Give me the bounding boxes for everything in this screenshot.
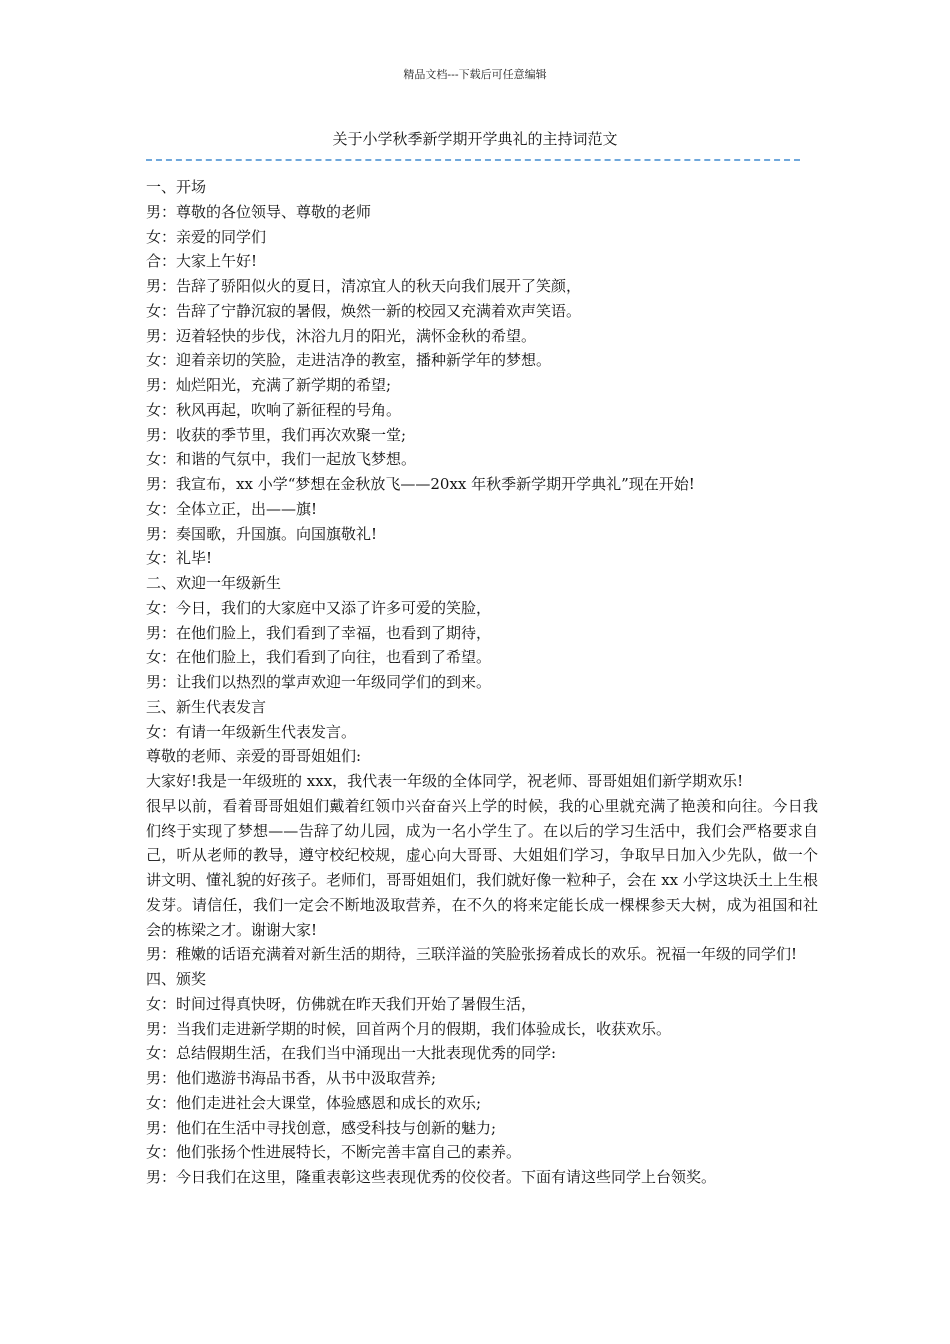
dialogue-line: 女：迎着亲切的笑脸，走进洁净的教室，播种新学年的梦想。	[146, 351, 552, 370]
dialogue-line: 女：有请一年级新生代表发言。	[146, 722, 357, 741]
dialogue-line: 男：尊敬的各位领导、尊敬的老师	[146, 202, 372, 221]
dialogue-line: 男：今日我们在这里，隆重表彰这些表现优秀的佼佼者。下面有请这些同学上台领奖。	[146, 1168, 717, 1186]
section-heading-awards: 四、颁奖	[146, 970, 207, 988]
dialogue-line: 女：在他们脸上，我们看到了向往，也看到了希望。	[146, 648, 492, 667]
section-heading-speech: 三、新生代表发言	[146, 697, 267, 716]
speech-paragraph: 很早以前，看着哥哥姐姐们戴着红领巾兴奋奋兴上学的时候，我的心里就充满了艳羡和向往。今日我们终于实现了梦想——告辞了幼儿园，成为一名小学生了。在以后的学习生活中，我们会严格要求自己，听从老师的教导，遵守校纪校规，虚心向大哥哥、大姐姐们学习，争取早日加入少先队，做一个讲文明、懂礼貌的好孩子。老师们，哥哥姐姐们，我们就好像一粒种子，会在 xx 小学这块沃土上生根发芽。请信任，我们一定会不断地汲取营养，在不久的将来定能长成一棵棵参天大树，成为祖国和社会的栋梁之才。谢谢大家!	[146, 796, 818, 939]
page-header-note: 精品文档---下载后可任意编辑	[403, 68, 547, 81]
dialogue-line: 男：让我们以热烈的掌声欢迎一年级同学们的到来。	[146, 673, 492, 691]
dialogue-line: 男：告辞了骄阳似火的夏日，清凉宜人的秋天向我们展开了笑颜，	[146, 277, 582, 295]
dialogue-line: 男：在他们脸上，我们看到了幸福，也看到了期待，	[146, 623, 492, 642]
dialogue-line: 男：我宣布，xx 小学“梦想在金秋放飞——20xx 年秋季新学期开学典礼”现在开始!	[146, 475, 695, 493]
speech-salutation: 尊敬的老师、亲爱的哥哥姐姐们:	[146, 747, 362, 766]
dialogue-line: 女：全体立正，出——旗!	[146, 499, 318, 518]
dialogue-line: 女：他们走进社会大课堂，体验感恩和成长的欢乐;	[146, 1093, 482, 1112]
dialogue-line: 男：奏国歌，升国旗。向国旗敬礼!	[146, 524, 378, 543]
dialogue-line: 女：他们张扬个性进展特长，不断完善丰富自己的素养。	[146, 1143, 522, 1162]
dialogue-line: 女：和谐的气氛中，我们一起放飞梦想。	[146, 450, 417, 469]
dialogue-line: 女：亲爱的同学们	[146, 227, 267, 246]
dialogue-line: 女：告辞了宁静沉寂的暑假，焕然一新的校园又充满着欢声笑语。	[146, 301, 582, 320]
dialogue-line: 女：时间过得真快呀，仿佛就在昨天我们开始了暑假生活，	[146, 994, 537, 1013]
dialogue-line: 男：当我们走进新学期的时候，回首两个月的假期，我们体验成长，收获欢乐。	[146, 1019, 672, 1038]
document-body	[146, 175, 818, 1190]
dialogue-line: 男：灿烂阳光，充满了新学期的希望;	[146, 376, 392, 394]
document-title: 关于小学秋季新学期开学典礼的主持词范文	[332, 130, 618, 148]
title-divider	[146, 159, 800, 161]
section-heading-opening: 一、开场	[146, 178, 207, 196]
dialogue-line: 合：大家上午好!	[146, 252, 258, 271]
section-heading-welcome: 二、欢迎一年级新生	[146, 574, 282, 592]
dialogue-line: 男：他们遨游书海品书香，从书中汲取营养;	[146, 1069, 437, 1087]
dialogue-line: 男：他们在生活中寻找创意，感受科技与创新的魅力;	[146, 1118, 497, 1137]
dialogue-line: 女：今日，我们的大家庭中又添了许多可爱的笑脸，	[146, 598, 492, 617]
dialogue-line: 女：秋风再起，吹响了新征程的号角。	[146, 400, 402, 419]
dialogue-line: 女：总结假期生活，在我们当中涌现出一大批表现优秀的同学:	[146, 1044, 557, 1063]
dialogue-line: 男：收获的季节里，我们再次欢聚一堂;	[146, 425, 407, 444]
dialogue-line: 女：礼毕!	[146, 549, 213, 568]
dialogue-line: 男：迈着轻快的步伐，沐浴九月的阳光，满怀金秋的希望。	[146, 326, 537, 345]
speech-closing-paragraph: 男：稚嫩的话语充满着对新生活的期待，三联洋溢的笑脸张扬着成长的欢乐。祝福一年级的同学们!	[146, 945, 798, 964]
speech-greeting: 大家好!我是一年级班的 xxx，我代表一年级的全体同学，祝老师、哥哥姐姐们新学期欢乐!	[146, 772, 744, 790]
